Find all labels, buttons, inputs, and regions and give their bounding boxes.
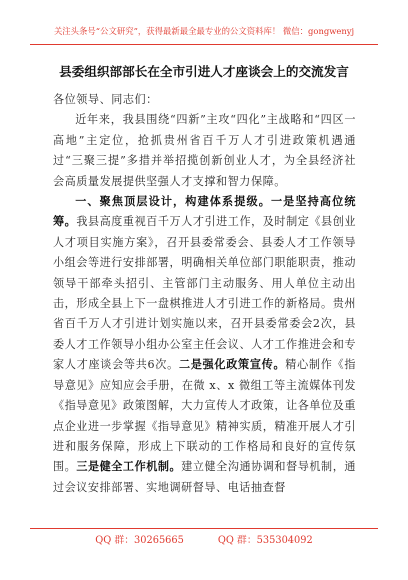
qq-group-2: QQ 群：535304092 [217, 535, 313, 546]
point-2-label: 二是强化政策宣传。 [178, 358, 286, 372]
qq-group-1: QQ 群：30265665 [95, 535, 184, 546]
footer-divider [30, 528, 378, 529]
document-body [53, 90, 356, 498]
promo-banner: 关注头条号“公文研究”，获得最新最全最专业的公文资料库！ 微信：gongwenyj [53, 26, 355, 36]
footer-contact [30, 534, 378, 547]
greeting: 各位领导、同志们： [53, 93, 158, 106]
document-title: 县委组织部部长在全市引进人才座谈会上的交流发言 [59, 64, 349, 79]
intro-paragraph: 近年来，我县围绕“四新”主攻“四化”主战略和“四区一高地”主定位，抢抓贵州省百千万人才引进政策机遇通过“三聚三提”多措并举招揽创新创业人才，为全县经济社会高质量发展提供坚强人才支撑和智力保障。 [53, 113, 356, 188]
header-divider [30, 44, 378, 45]
point-3-label: 三是健全工作机制。 [76, 460, 182, 474]
point-1-text: 我县高度重视百千万人才引进工作，及时制定《县创业人才项目实施方案》，召开县委常委会、县委人才工作领导小组会等进行安排部署，明确相关单位部门职能职责，推动领导干部牵头招引、主管部门主动服务、用人单位主动出击，形成全县上下一盘棋推进人才引进工作的新格局。贵州省百千万人才引进计划实施以来，召开县委常委会2次，县委人才工作领导小组办公室主任会议、人才工作推进会和专家人才座谈会等共6次。 [53, 215, 356, 372]
section-1-paragraph [53, 192, 356, 498]
point-3-text: 建立健全沟通协调和督导机制，通过会议安排部署、实地调研督导、电话抽查督 [53, 460, 356, 494]
point-1-label: 一是坚持高位统筹。 [53, 195, 356, 229]
section-1-heading: 一、聚焦顶层设计，构建体系提级。 [75, 195, 271, 209]
point-2-text: 精心制作《指导意见》应知应会手册，在微 x、x 微组工等主流媒体刊发《指导意见》政策图解，大力宣传人才政策，让各单位及重点企业进一步掌握《指导意见》精神实质，精准开展人才引进和服务保障，形成上下联动的工作格局和良好的宣传氛围。 [53, 358, 357, 474]
